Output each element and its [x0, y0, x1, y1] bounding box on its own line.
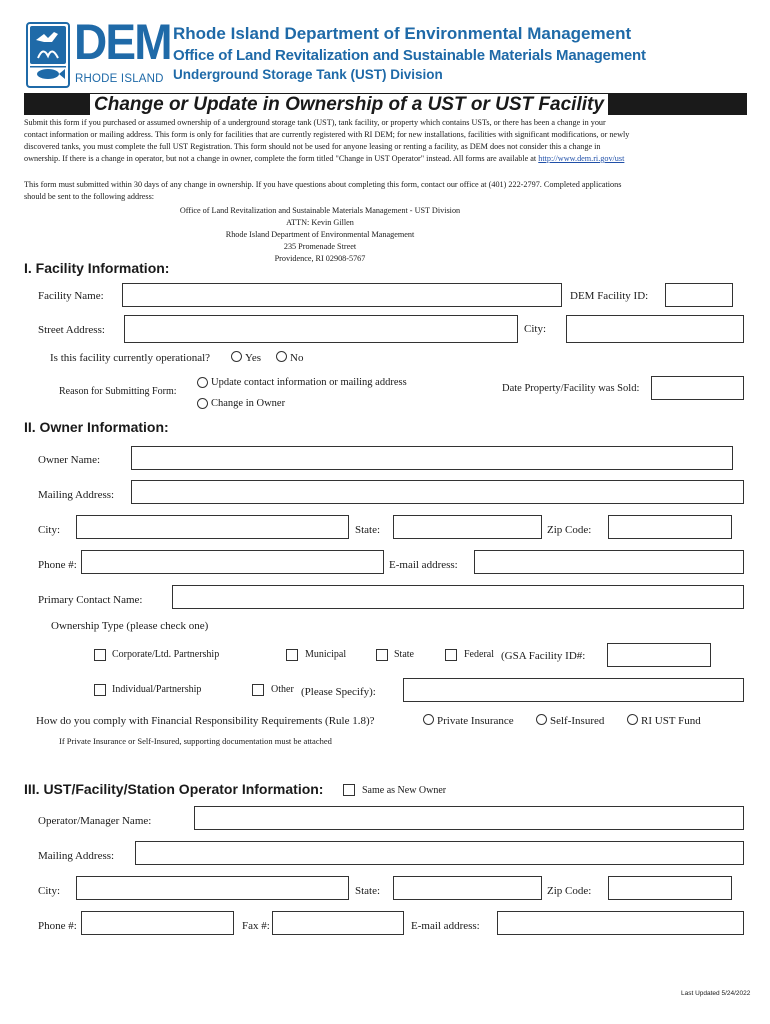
operator-mailing-input[interactable] — [135, 841, 744, 865]
operational-yes-label: Yes — [245, 352, 262, 364]
ownership-state-checkbox[interactable] — [376, 649, 388, 661]
facility-city-input[interactable] — [566, 315, 744, 343]
street-address-input[interactable] — [124, 315, 518, 343]
ownership-municipal-checkbox[interactable] — [286, 649, 298, 661]
last-updated: Last Updated 5/24/2022 — [681, 990, 751, 997]
operator-state-label: State: — [355, 885, 381, 897]
facility-city-label: City: — [524, 323, 547, 335]
owner-email-input[interactable] — [474, 550, 744, 574]
agency-name: Rhode Island Department of Environmental Management — [173, 24, 632, 43]
facility-name-label: Facility Name: — [38, 290, 104, 302]
self-insured-radio[interactable] — [536, 714, 547, 725]
operator-name-label: Operator/Manager Name: — [38, 815, 152, 827]
owner-phone-label: Phone #: — [38, 559, 77, 571]
owner-name-label: Owner Name: — [38, 454, 101, 466]
owner-mailing-input[interactable] — [131, 480, 744, 504]
operator-fax-input[interactable] — [272, 911, 404, 935]
title-bar-left-block — [24, 93, 92, 115]
financial-responsibility-question: How do you comply with Financial Responsibility Requirements (Rule 1.8)? — [36, 715, 375, 727]
mailing-address-block — [140, 205, 500, 265]
private-insurance-radio[interactable] — [423, 714, 434, 725]
owner-zip-input[interactable] — [608, 515, 732, 539]
operator-phone-input[interactable] — [81, 911, 234, 935]
operational-yes-radio[interactable] — [231, 351, 242, 362]
ownership-corporate-label: Corporate/Ltd. Partnership — [112, 649, 220, 660]
intro-para2-line-1: This form must submitted within 30 days of any change in ownership. If you have questions about completing this form, contact our office at (401) 222-2797. Completed applications — [24, 180, 622, 189]
ownership-federal-label: Federal — [464, 649, 494, 660]
operator-state-input[interactable] — [393, 876, 542, 900]
address-line: ATTN: Kevin Gillen — [286, 218, 354, 227]
logo-text: DEM — [74, 14, 171, 70]
title-bar — [24, 93, 747, 115]
ri-ust-fund-label: RI UST Fund — [641, 715, 701, 727]
office-name: Office of Land Revitalization and Sustainable Materials Management — [173, 47, 646, 64]
logo — [26, 14, 171, 90]
reason-update-contact-radio[interactable] — [197, 377, 208, 388]
same-as-owner-label: Same as New Owner — [362, 785, 447, 796]
owner-email-label: E-mail address: — [389, 559, 458, 571]
ownership-other-label: Other — [271, 684, 294, 695]
forms-link[interactable]: http://www.dem.ri.gov/ust — [538, 154, 625, 163]
address-line: Rhode Island Department of Environmental Management — [225, 230, 415, 239]
operator-name-input[interactable] — [194, 806, 744, 830]
operator-mailing-label: Mailing Address: — [38, 850, 115, 862]
operator-zip-input[interactable] — [608, 876, 732, 900]
same-as-owner-checkbox[interactable] — [343, 784, 355, 796]
reason-label: Reason for Submitting Form: — [59, 386, 177, 397]
facility-section-title: I. Facility Information: — [24, 260, 170, 276]
owner-section-title: II. Owner Information: — [24, 419, 169, 435]
logo-subtext: RHODE ISLAND — [75, 73, 164, 85]
owner-zip-label: Zip Code: — [547, 524, 592, 536]
owner-name-input[interactable] — [131, 446, 733, 470]
reason-change-owner-label: Change in Owner — [211, 398, 286, 409]
operator-email-input[interactable] — [497, 911, 744, 935]
intro-line-4-text: ownership. If there is a change in operator, but not a change in owner, complete the form titled "Change in UST Operator" instead. All forms are available at — [24, 154, 537, 163]
ownership-individual-label: Individual/Partnership — [112, 684, 202, 695]
self-insured-label: Self-Insured — [550, 715, 605, 727]
owner-state-label: State: — [355, 524, 381, 536]
gsa-facility-id-label: (GSA Facility ID#: — [501, 650, 586, 662]
reason-update-contact-label: Update contact information or mailing address — [211, 377, 407, 388]
dem-facility-id-input[interactable] — [665, 283, 733, 307]
owner-city-label: City: — [38, 524, 61, 536]
operator-city-label: City: — [38, 885, 61, 897]
date-sold-input[interactable] — [651, 376, 744, 400]
ownership-state-label: State — [394, 649, 414, 660]
address-line: Providence, RI 02908-5767 — [274, 254, 366, 263]
ownership-corporate-checkbox[interactable] — [94, 649, 106, 661]
owner-mailing-label: Mailing Address: — [38, 489, 115, 501]
operational-question: Is this facility currently operational? — [50, 352, 211, 364]
intro-line-1: Submit this form if you purchased or assumed ownership of a underground storage tank (UST), tank facility, or property which contains USTs, or there has been a change in your — [24, 118, 606, 127]
operational-no-radio[interactable] — [276, 351, 287, 362]
division-name: Underground Storage Tank (UST) Division — [173, 67, 443, 82]
financial-responsibility-note: If Private Insurance or Self-Insured, supporting documentation must be attached — [59, 736, 332, 746]
operator-email-label: E-mail address: — [411, 920, 480, 932]
other-specify-label: (Please Specify): — [301, 686, 376, 698]
date-sold-label: Date Property/Facility was Sold: — [502, 383, 640, 394]
operator-section-title: III. UST/Facility/Station Operator Information: — [24, 781, 324, 797]
ownership-type-label: Ownership Type (please check one) — [51, 620, 209, 632]
ownership-individual-checkbox[interactable] — [94, 684, 106, 696]
logo-emblem — [26, 22, 70, 88]
intro-line-4 — [24, 153, 624, 165]
bird-fish-icon — [28, 24, 68, 86]
ownership-municipal-label: Municipal — [305, 649, 347, 660]
primary-contact-input[interactable] — [172, 585, 744, 609]
intro-para2-line-2: should be sent to the following address: — [24, 192, 155, 201]
ownership-federal-checkbox[interactable] — [445, 649, 457, 661]
private-insurance-label: Private Insurance — [437, 715, 514, 727]
operator-phone-label: Phone #: — [38, 920, 77, 932]
owner-phone-input[interactable] — [81, 550, 384, 574]
street-address-label: Street Address: — [38, 324, 105, 336]
operator-city-input[interactable] — [76, 876, 349, 900]
reason-change-owner-radio[interactable] — [197, 398, 208, 409]
operator-zip-label: Zip Code: — [547, 885, 592, 897]
ri-ust-fund-radio[interactable] — [627, 714, 638, 725]
other-specify-input[interactable] — [403, 678, 744, 702]
facility-name-input[interactable] — [122, 283, 562, 307]
intro-line-2: contact information or mailing address. This form is only for facilities that are currently registered with RI DEM; for new installations, facilities with significant modifications, or newly — [24, 130, 630, 139]
operator-fax-label: Fax #: — [242, 920, 270, 932]
owner-city-input[interactable] — [76, 515, 349, 539]
address-line: 235 Promenade Street — [283, 242, 357, 251]
page-title: Change or Update in Ownership of a UST or UST Facility — [90, 94, 608, 115]
owner-state-input[interactable] — [393, 515, 542, 539]
address-line: Office of Land Revitalization and Sustainable Materials Management - UST Division — [179, 206, 461, 215]
intro-line-3: discovered tanks, you must complete the full UST Registration. This form should not be used for anyone leasing or renting a facility, as DEM does not consider this a change in — [24, 142, 601, 151]
ownership-other-checkbox[interactable] — [252, 684, 264, 696]
primary-contact-label: Primary Contact Name: — [38, 594, 143, 606]
operational-no-label: No — [290, 352, 304, 364]
dem-facility-id-label: DEM Facility ID: — [570, 290, 649, 302]
gsa-facility-id-input[interactable] — [607, 643, 711, 667]
